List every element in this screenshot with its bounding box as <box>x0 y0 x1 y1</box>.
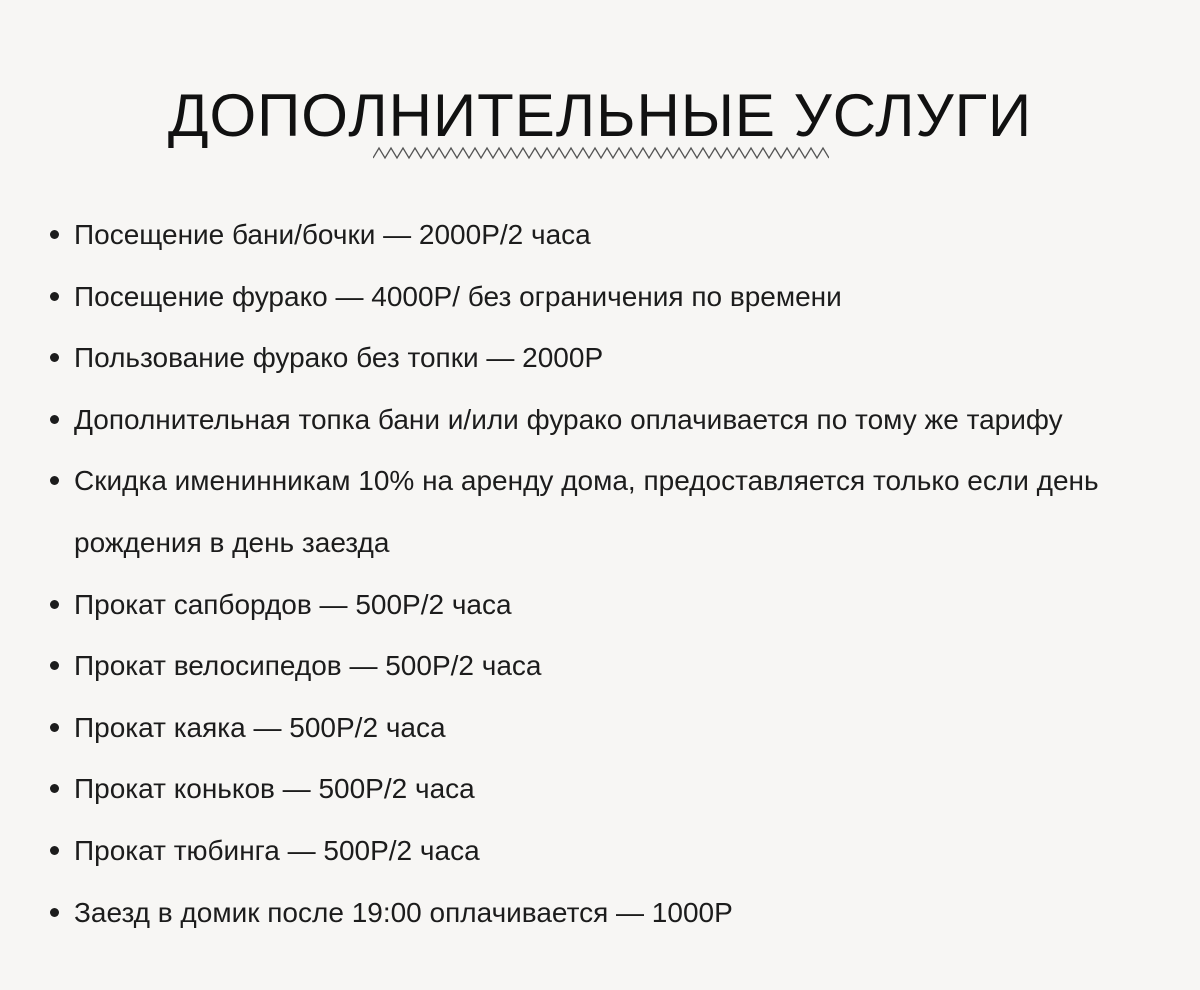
bullet-icon <box>50 661 59 670</box>
list-item <box>48 635 1158 697</box>
bullet-icon <box>50 784 59 793</box>
list-item <box>48 204 1158 266</box>
list-item <box>48 450 1158 573</box>
bullet-icon <box>50 292 59 301</box>
bullet-icon <box>50 908 59 917</box>
bullet-icon <box>50 415 59 424</box>
list-item <box>48 389 1158 451</box>
services-list <box>48 204 1158 943</box>
list-item <box>48 697 1158 759</box>
list-item-text: Прокат каяка — 500Р/2 часа <box>74 711 446 743</box>
list-item-text: Прокат сапбордов — 500Р/2 часа <box>74 588 512 620</box>
page-title: ДОПОЛНИТЕЛЬНЫЕ УСЛУГИ <box>167 82 1033 150</box>
list-item <box>48 266 1158 328</box>
list-item <box>48 758 1158 820</box>
bullet-icon <box>50 353 59 362</box>
list-item-text: Скидка именинникам 10% на аренду дома, предоставляется только если день рождения в день заезда <box>74 465 1099 558</box>
bullet-icon <box>50 600 59 609</box>
list-item-text: Прокат велосипедов — 500Р/2 часа <box>74 650 542 682</box>
list-item <box>48 327 1158 389</box>
bullet-icon <box>50 476 59 485</box>
bullet-icon <box>50 230 59 239</box>
list-item <box>48 882 1158 944</box>
zigzag-divider-icon <box>373 144 829 164</box>
list-item-text: Пользование фурако без топки — 2000Р <box>74 342 604 374</box>
list-item <box>48 820 1158 882</box>
bullet-icon <box>50 723 59 732</box>
list-item-text: Посещение фурако — 4000Р/ без ограничения по времени <box>74 280 842 312</box>
list-item-text: Прокат тюбинга — 500Р/2 часа <box>74 834 480 866</box>
list-item-text: Прокат коньков — 500Р/2 часа <box>74 773 475 805</box>
list-item-text: Посещение бани/бочки — 2000Р/2 часа <box>74 219 591 250</box>
list-item <box>48 574 1158 636</box>
list-item-text: Заезд в домик после 19:00 оплачивается — 1000Р <box>74 896 733 928</box>
bullet-icon <box>50 846 59 855</box>
list-item-text: Дополнительная топка бани и/или фурако оплачивается по тому же тарифу <box>74 403 1063 435</box>
